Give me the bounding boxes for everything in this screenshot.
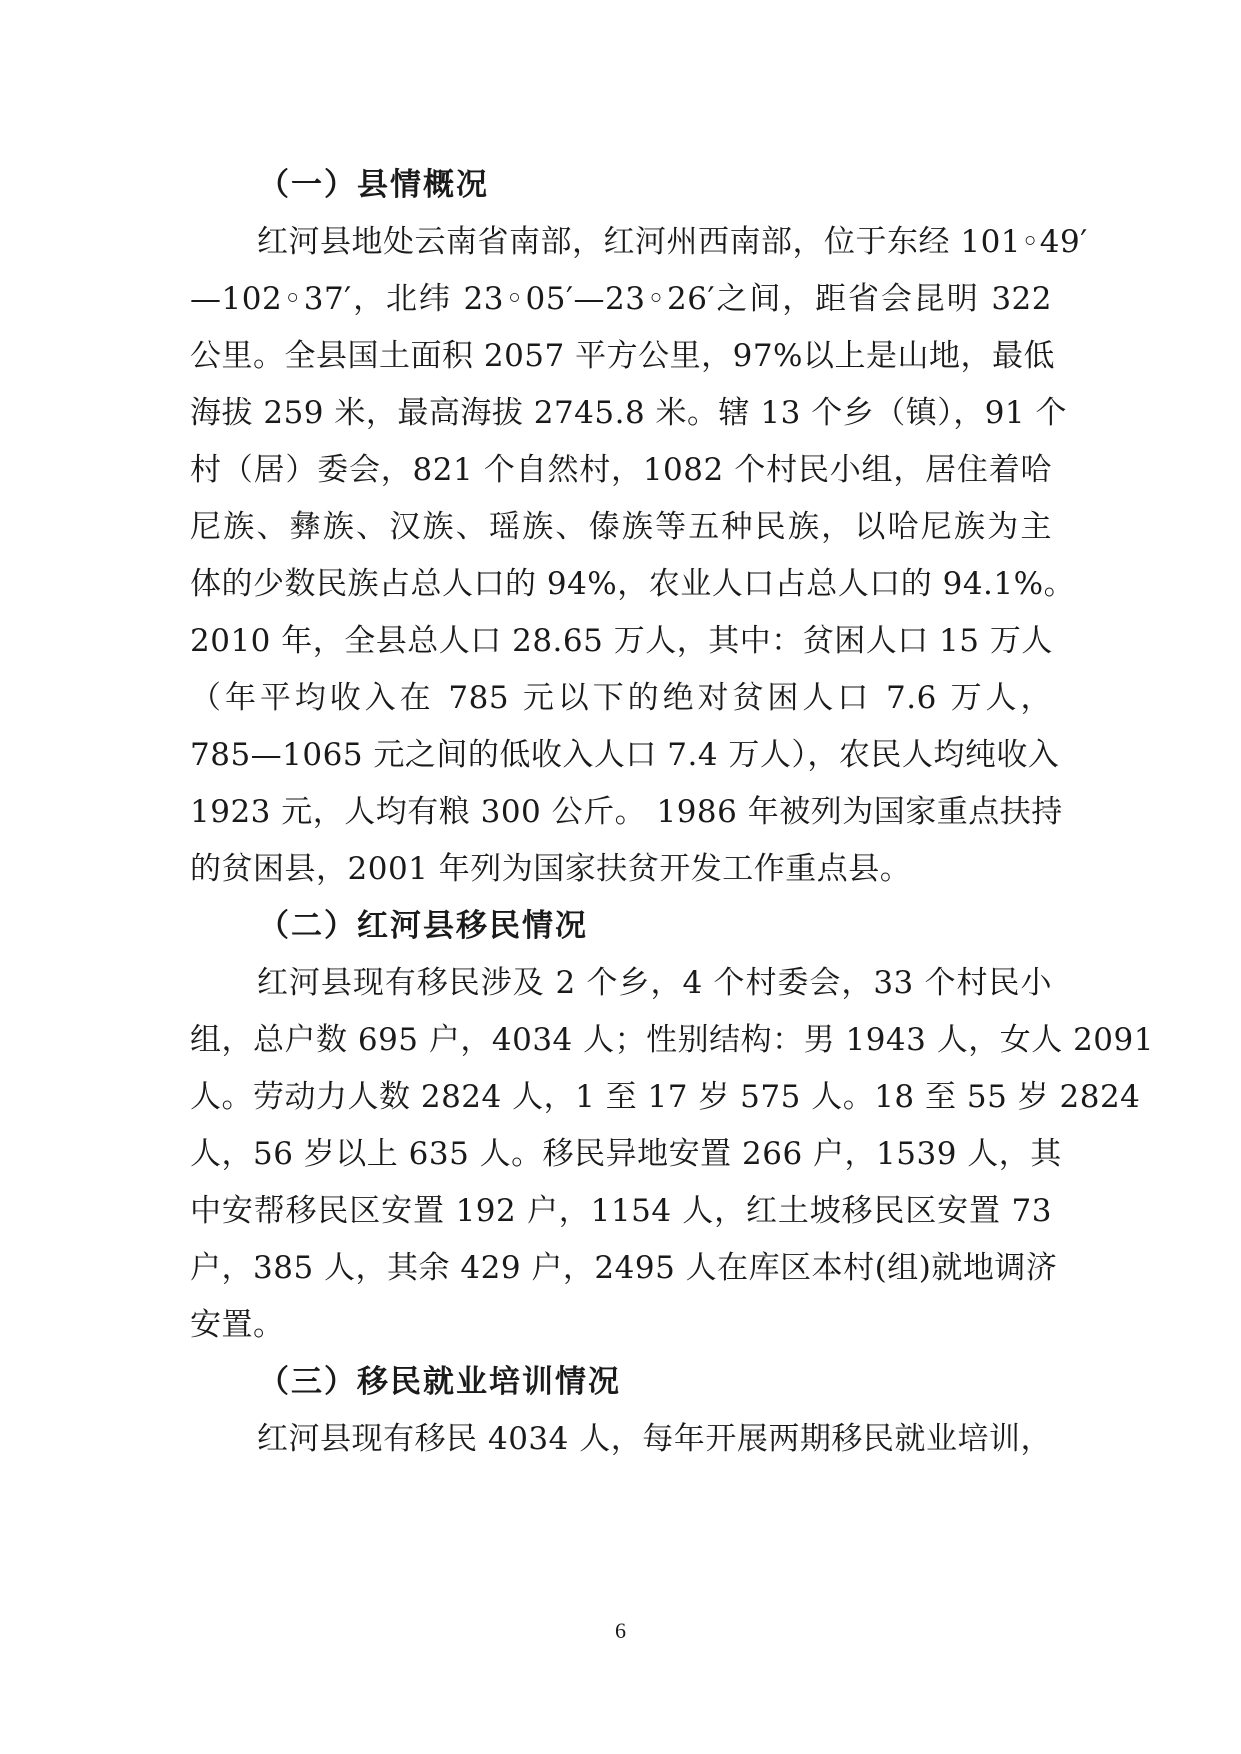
paragraph-line: 公里。全县国土面积 2057 平方公里，97%以上是山地，最低 <box>190 338 1056 374</box>
paragraph-line: 尼族、彝族、汉族、瑶族、傣族等五种民族，以哈尼族为主 <box>190 509 1052 545</box>
section-heading-migrant-situation: （二）红河县移民情况 <box>258 908 588 944</box>
paragraph-line: 785—1065 元之间的低收入人口 7.4 万人），农民人均纯收入 <box>190 737 1060 773</box>
section-heading-employment-training: （三）移民就业培训情况 <box>258 1364 621 1400</box>
paragraph-line: 1923 元，人均有粮 300 公斤。 1986 年被列为国家重点扶持 <box>190 794 1063 830</box>
paragraph-line-last: 安置。 <box>190 1307 285 1343</box>
paragraph-line: 红河县现有移民涉及 2 个乡，4 个村委会，33 个村民小 <box>257 965 1052 1001</box>
paragraph-line: 人，56 岁以上 635 人。移民异地安置 266 户，1539 人，其 <box>190 1136 1062 1172</box>
paragraph-line: 人。劳动力人数 2824 人，1 至 17 岁 575 人。18 至 55 岁 2824 <box>190 1079 1141 1115</box>
paragraph-line: 红河县地处云南省南部，红河州西南部，位于东经 101◦49′ <box>257 224 1088 260</box>
paragraph-line: 中安帮移民区安置 192 户，1154 人，红土坡移民区安置 73 <box>190 1193 1052 1229</box>
section-heading-county-overview: （一）县情概况 <box>258 167 489 203</box>
paragraph-line: 体的少数民族占总人口的 94%，农业人口占总人口的 94.1%。 <box>190 566 1076 602</box>
paragraph-line: （年平均收入在 785 元以下的绝对贫困人口 7.6 万人， <box>190 680 1052 716</box>
paragraph-line: 村（居）委会，821 个自然村，1082 个村民小组，居住着哈 <box>190 452 1052 488</box>
paragraph-line: 组，总户数 695 户，4034 人；性别结构：男 1943 人，女人 2091 <box>190 1022 1154 1058</box>
paragraph-line: 2010 年，全县总人口 28.65 万人，其中：贫困人口 15 万人 <box>190 623 1053 659</box>
paragraph-line: —102◦37′，北纬 23◦05′—23◦26′之间，距省会昆明 322 <box>190 281 1052 317</box>
paragraph-line: 海拔 259 米，最高海拔 2745.8 米。辖 13 个乡（镇），91 个 <box>190 395 1068 431</box>
paragraph-line: 户，385 人，其余 429 户，2495 人在库区本村(组)就地调济 <box>190 1250 1058 1286</box>
page-number: 6 <box>615 1618 626 1643</box>
paragraph-line-last: 的贫困县，2001 年列为国家扶贫开发工作重点县。 <box>190 851 912 887</box>
paragraph-line: 红河县现有移民 4034 人，每年开展两期移民就业培训， <box>257 1421 1052 1457</box>
